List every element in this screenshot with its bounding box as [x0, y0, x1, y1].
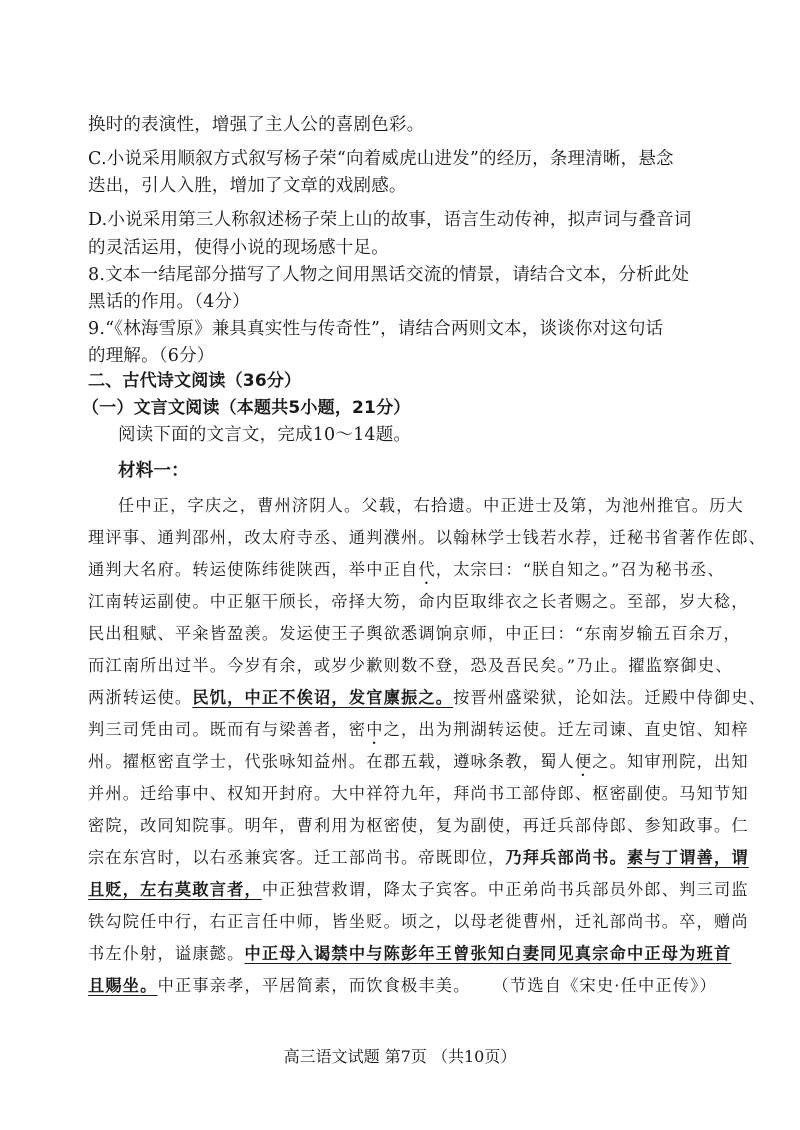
section-subtitle: （一）文言文阅读（本题共5小题，21分） [82, 398, 411, 418]
underlined-sentence: 素与丁谓善，谓 [627, 848, 749, 867]
option-b-tail: 换时的表演性，增强了主人公的喜剧色彩。 [88, 115, 425, 135]
passage-line: 而江南所出过半。今岁有余，或岁少歉则数不登，恐及吾民矣。”乃止。擢监察御史、 [88, 656, 733, 675]
passage-line: 铁勾院任中行，右正言任中师，皆坐贬。顷之，以母老徙曹州，迁礼部尚书。卒，赠尚 [88, 912, 749, 931]
bold-phrase: 乃拜兵部尚书。 [505, 848, 628, 867]
passage-line: 宗在东宫时，以右丞兼宾客。迁工部尚书。帝既即位，乃拜兵部尚书。素与丁谓善，谓 [88, 848, 749, 867]
option-d-line-1: D.小说采用第三人称叙述杨子荣上山的故事，语言生动传神，拟声词与叠音词 [88, 210, 692, 230]
source-citation: （节选自《宋史·任中正传》） [492, 976, 717, 995]
underlined-sentence: 且赐坐。 [88, 976, 158, 995]
question-9-line-2: 的理解。（6分） [88, 346, 215, 366]
passage-line: 且赐坐。中正事亲孝，平居简素，而饮食极丰美。 （节选自《宋史·任中正传》） [88, 976, 717, 995]
question-8-line-1: 8.文本一结尾部分描写了人物之间用黑话交流的情景，请结合文本，分析此处 [88, 265, 690, 285]
material-label: 材料一： [118, 461, 189, 481]
underlined-sentence: 民饥，中正不俟诏，发官廪振之。 [192, 688, 454, 707]
section-title: 二、古代诗文阅读（36分） [88, 371, 302, 391]
passage-line: 通判大名府。转运使陈纬徙陕西，举中正自代，太宗曰：“朕自知之。”召为秘书丞、 [88, 560, 725, 579]
underlined-sentence: 中正母入谒禁中与陈彭年王曾张知白妻同见真宗命中正母为班首 [244, 944, 732, 963]
passage-line: 民出租赋、平籴皆盈羡。发运使王子舆欲悉调饷京师，中正曰：“东南岁输五百余万， [88, 624, 741, 643]
passage-line: 密院，改同知院事。明年，曹利用为枢密使，复为副使，再迁兵部侍郎、参知政事。仁 [88, 816, 749, 835]
dotted-char: 中 [366, 720, 384, 739]
passage-line: 且贬，左右莫敢言者，中正独营救谓，降太子宾客。中正弟尚书兵部员外郎、判三司监 [88, 880, 749, 899]
page-footer: 高三语文试题 第7页 （共10页） [283, 1047, 517, 1066]
question-8-line-2: 黑话的作用。（4分） [88, 292, 250, 312]
passage-line: 理评事、通判邵州，改太府寺丞、通判濮州。以翰林学士钱若水荐，迁秘书省著作佐郎、 [88, 528, 767, 547]
passage-line: 江南转运副使。中正躯干颀长，帝择大笏，命内臣取绯衣之长者赐之。至部，岁大稔， [88, 592, 749, 611]
underlined-sentence: 且贬，左右莫敢言者， [88, 880, 262, 899]
option-c-line-2: 迭出，引人入胜，增加了文章的戏剧感。 [88, 176, 407, 196]
section-instruction: 阅读下面的文言文，完成10～14题。 [118, 425, 412, 445]
option-c-line-1: C.小说采用顺叙方式叙写杨子荣“向着威虎山进发”的经历，条理清晰，悬念 [88, 149, 674, 169]
option-d-line-2: 的灵活运用，使得小说的现场感十足。 [88, 238, 389, 258]
question-9-line-1: 9.“《林海雪原》兼具真实性与传奇性”，请结合两则文本，谈谈你对这句话 [88, 319, 664, 339]
dotted-char: 便 [574, 752, 593, 771]
passage-line: 任中正，字庆之，曹州济阴人。父载，右拾遗。中正进士及第，为池州推官。历大 [118, 496, 744, 515]
passage-line: 并州。迁给事中、权知开封府。大中祥符九年，拜尚书工部侍郎、枢密副使。马知节知 [88, 784, 749, 803]
passage-line: 两浙转运使。民饥，中正不俟诏，发官廪振之。按晋州盛梁狱，论如法。迁殿中侍御史、 [88, 688, 767, 707]
passage-line: 州。擢枢密直学士，代张咏知益州。在郡五载，遵咏条教，蜀人便之。知审刑院，出知 [88, 752, 749, 771]
passage-line: 书左仆射，谥康懿。中正母入谒禁中与陈彭年王曾张知白妻同见真宗命中正母为班首 [88, 944, 732, 963]
dotted-char: 代 [418, 560, 436, 579]
passage-line: 判三司凭由司。既而有与梁善者，密中之，出为荆湖转运使。迁左司谏、直史馆、知梓 [88, 720, 749, 739]
